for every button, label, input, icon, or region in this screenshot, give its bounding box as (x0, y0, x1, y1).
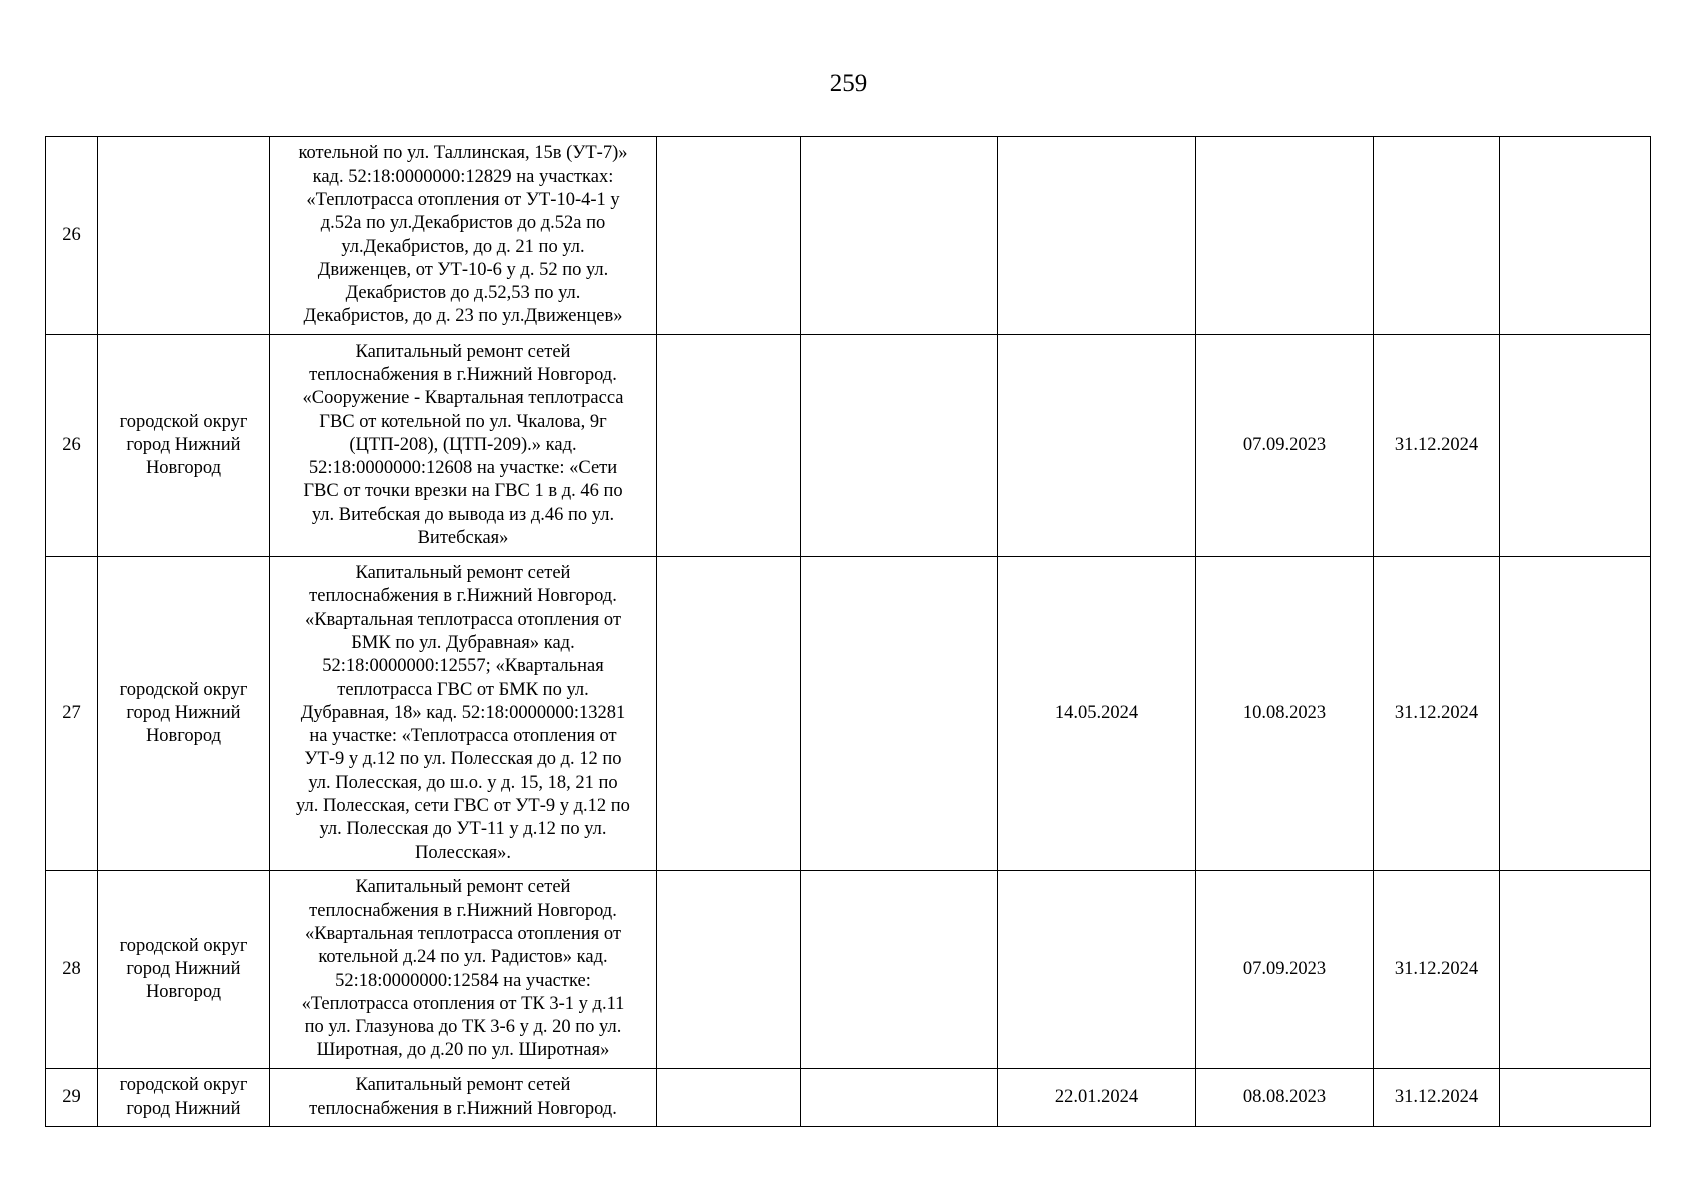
municipality-line: город Нижний (126, 434, 241, 455)
work-description-line: котельной д.24 по ул. Радистов» кад. (318, 947, 608, 968)
work-description-line: Капитальный ремонт сетей (355, 1075, 571, 1096)
cell-col-5 (801, 1069, 998, 1127)
cell-work-description (270, 557, 657, 871)
work-description-line: на участке: «Теплотрасса отопления от (309, 726, 617, 747)
municipality-line: городской округ (119, 679, 248, 700)
cell-col-5 (801, 557, 998, 871)
work-description-line: ул. Полесская, до ш.о. у д. 15, 18, 21 по (308, 772, 618, 793)
table-row (46, 137, 1651, 335)
cell-col-8-date (1374, 137, 1500, 335)
work-description-line: (ЦТП-208), (ЦТП-209).» кад. (349, 434, 577, 455)
work-description-line: «Сооружение - Квартальная теплотрасса (302, 388, 624, 409)
municipality-line: Новгород (145, 982, 222, 1003)
cell-work-description (270, 871, 657, 1069)
cell-col-4 (657, 335, 801, 557)
cell-col-9 (1500, 557, 1651, 871)
municipality-line: Новгород (145, 726, 222, 747)
municipality-line: город Нижний (126, 1098, 241, 1119)
work-description-line: котельной по ул. Таллинская, 15в (УТ-7)» (298, 143, 628, 164)
cell-col-9 (1500, 1069, 1651, 1127)
work-description-line: теплоснабжения в г.Нижний Новгород. (309, 364, 617, 385)
table-row (46, 335, 1651, 557)
cell-work-description (270, 335, 657, 557)
work-description-line: БМК по ул. Дубравная» кад. (351, 632, 575, 653)
cell-col-4 (657, 557, 801, 871)
work-description-line: Полесская». (415, 842, 511, 863)
work-description-line: «Квартальная теплотрасса отопления от (304, 609, 622, 630)
work-description-line: «Теплотрасса отопления от УТ-10-4-1 у (306, 189, 620, 210)
work-description-line: кад. 52:18:0000000:12829 на участках: (312, 166, 614, 187)
work-description-line: ул.Декабристов, до д. 21 по ул. (341, 236, 585, 257)
cell-col-4 (657, 871, 801, 1069)
cell-col-9 (1500, 137, 1651, 335)
table-row (46, 871, 1651, 1069)
cell-row-number: 26 (46, 137, 98, 335)
work-description-line: Декабристов до д.52,53 по ул. (345, 283, 581, 304)
cell-col-7-date: 07.09.2023 (1196, 871, 1374, 1069)
cell-municipality (98, 871, 270, 1069)
cell-col-5 (801, 137, 998, 335)
cell-municipality (98, 137, 270, 335)
municipality-line: город Нижний (126, 702, 241, 723)
municipality-line: городской округ (119, 411, 248, 432)
work-description-line: д.52а по ул.Декабристов до д.52а по (320, 213, 606, 234)
work-description-line: 52:18:0000000:12608 на участке: «Сети (308, 458, 618, 479)
work-description-line: ГВС от точки врезки на ГВС 1 в д. 46 по (303, 481, 623, 502)
cell-row-number: 26 (46, 335, 98, 557)
table-row (46, 557, 1651, 871)
work-description-line: ул. Полесская до УТ-11 у д.12 по ул. (319, 819, 607, 840)
work-description-line: ГВС от котельной по ул. Чкалова, 9г (319, 411, 607, 432)
work-description-line: теплоснабжения в г.Нижний Новгород. (309, 1098, 617, 1119)
cell-work-description (270, 1069, 657, 1127)
work-description-line: Капитальный ремонт сетей (355, 341, 571, 362)
cell-col-8-date: 31.12.2024 (1374, 871, 1500, 1069)
cell-col-9 (1500, 871, 1651, 1069)
cell-col-6-date (998, 335, 1196, 557)
cell-col-8-date: 31.12.2024 (1374, 1069, 1500, 1127)
cell-col-9 (1500, 335, 1651, 557)
cell-col-6-date: 14.05.2024 (998, 557, 1196, 871)
work-description-line: ул. Витебская до вывода из д.46 по ул. (311, 504, 615, 525)
work-description-line: Декабристов, до д. 23 по ул.Движенцев» (303, 306, 623, 327)
cell-col-7-date: 10.08.2023 (1196, 557, 1374, 871)
cell-col-6-date (998, 871, 1196, 1069)
page-number: 259 (829, 70, 868, 97)
work-description-line: Движенцев, от УТ-10-6 у д. 52 по ул. (317, 259, 609, 280)
cell-col-5 (801, 871, 998, 1069)
works-table (45, 136, 1651, 1127)
work-description-line: Капитальный ремонт сетей (355, 563, 571, 584)
municipality-line: городской округ (119, 935, 248, 956)
work-description-line: Витебская» (417, 528, 509, 549)
work-description-line: Дубравная, 18» кад. 52:18:0000000:13281 (300, 702, 626, 723)
cell-col-6-date: 22.01.2024 (998, 1069, 1196, 1127)
cell-col-7-date: 08.08.2023 (1196, 1069, 1374, 1127)
municipality-line: городской округ (119, 1075, 248, 1096)
work-description-line: Капитальный ремонт сетей (355, 877, 571, 898)
work-description-line: 52:18:0000000:12584 на участке: (335, 970, 591, 991)
cell-row-number: 28 (46, 871, 98, 1069)
cell-col-7-date: 07.09.2023 (1196, 335, 1374, 557)
work-description-line: по ул. Глазунова до ТК 3-6 у д. 20 по ул. (304, 1017, 622, 1038)
cell-col-8-date: 31.12.2024 (1374, 557, 1500, 871)
cell-col-8-date: 31.12.2024 (1374, 335, 1500, 557)
cell-row-number: 27 (46, 557, 98, 871)
cell-col-5 (801, 335, 998, 557)
cell-col-7-date (1196, 137, 1374, 335)
cell-municipality (98, 557, 270, 871)
work-description-line: ул. Полесская, сети ГВС от УТ-9 у д.12 по (296, 796, 630, 817)
cell-municipality (98, 1069, 270, 1127)
cell-col-4 (657, 137, 801, 335)
work-description-line: 52:18:0000000:12557; «Квартальная (322, 656, 604, 677)
cell-col-6-date (998, 137, 1196, 335)
cell-col-4 (657, 1069, 801, 1127)
municipality-line: город Нижний (126, 958, 241, 979)
table-body (46, 137, 1651, 1127)
work-description-line: Широтная, до д.20 по ул. Широтная» (316, 1040, 610, 1061)
municipality-line: Новгород (145, 458, 222, 479)
cell-municipality (98, 335, 270, 557)
work-description-line: «Теплотрасса отопления от ТК 3-1 у д.11 (301, 993, 625, 1014)
work-description-line: УТ-9 у д.12 по ул. Полесская до д. 12 по (304, 749, 622, 770)
work-description-line: теплотрасса ГВС от БМК по ул. (337, 679, 589, 700)
work-description-line: теплоснабжения в г.Нижний Новгород. (309, 586, 617, 607)
work-description-line: теплоснабжения в г.Нижний Новгород. (309, 900, 617, 921)
table-row (46, 1069, 1651, 1127)
cell-work-description (270, 137, 657, 335)
work-description-line: «Квартальная теплотрасса отопления от (304, 923, 622, 944)
cell-row-number: 29 (46, 1069, 98, 1127)
